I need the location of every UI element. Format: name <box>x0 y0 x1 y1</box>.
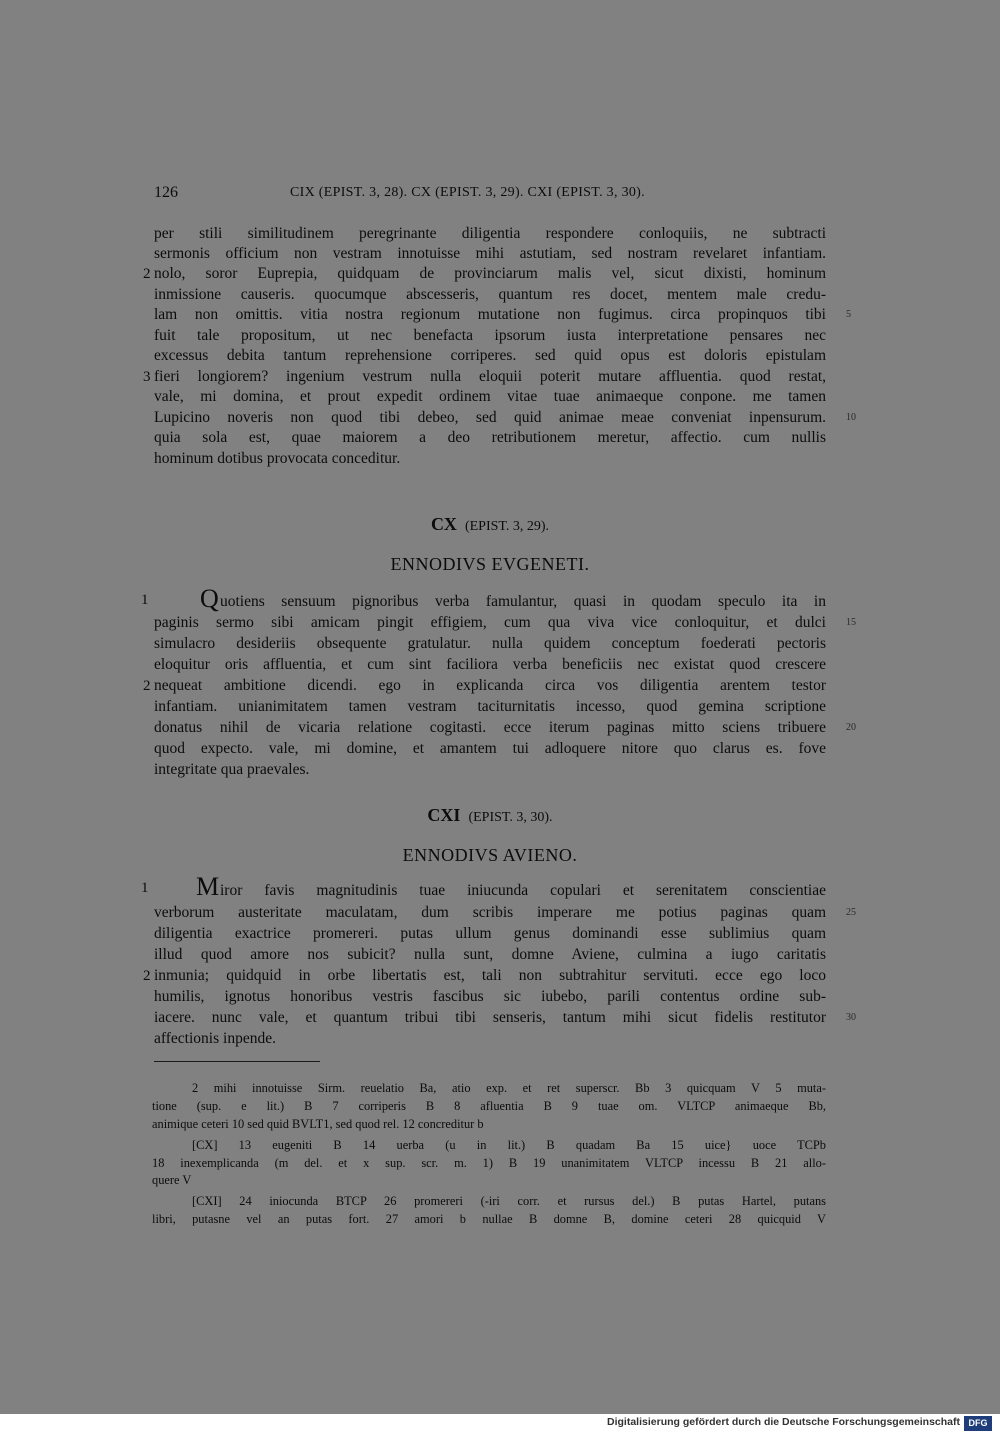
line-number: 20 <box>846 722 856 733</box>
footnote-line: animique ceteri 10 sed quid BVLT1, sed quod rel. 12 concreditur b <box>152 1117 484 1131</box>
footnote-line: [CX] 13 eugeniti B 14 uerba (u in lit.) B quadam Ba 15 uice} uoce TCPb <box>192 1138 826 1152</box>
footnote-line: 2 mihi innotuisse Sirm. reuelatio Ba, atio exp. et ret superscr. Bb 3 quicquam V 5 muta- <box>192 1081 826 1095</box>
line-number: 25 <box>846 907 856 918</box>
line-number: 10 <box>846 412 856 423</box>
section-number: 2 <box>143 968 151 984</box>
text-line: inmissione causeris. quocumque abscesseris, quantum res docet, mentem male credu- <box>154 286 826 303</box>
footnote-line: tione (sup. e lit.) B 7 corriperis B 8 afluentia B 9 tuae om. VLTCP animaeque Bb, <box>152 1099 826 1113</box>
text-line: excessus debita tantum reprehensione corriperes. sed quid opus est doloris epistulam <box>154 347 826 364</box>
text-line: uotiens sensuum pignoribus verba famulantur, quasi in quodam speculo ita in <box>220 593 826 610</box>
text-line: quod expecto. vale, mi domine, et amantem tui adloquere nitore quo clarus es. fove <box>154 740 826 757</box>
footnote-line: 18 inexemplicanda (m del. et x sup. scr. m. 1) B 19 unanimitatem VLTCP incessu B 21 allo- <box>152 1156 826 1170</box>
text-line: diligentia exactrice promereri. putas ullum genus dominandi esse sublimius quam <box>154 925 826 942</box>
text-line: paginis sermo sibi amicam pingit effigiem, cum qua viva vice conloquitur, et dulci <box>154 614 826 631</box>
line-number: 30 <box>846 1012 856 1023</box>
text-line: eloquitur oris affluentia, et cum sint faciliora verba beneficiis nec existat quod crescere <box>154 656 826 673</box>
footnote-line: [CXI] 24 iniocunda BTCP 26 promereri (-iri corr. et rursus del.) B putas Hartel, putans <box>192 1194 826 1208</box>
initial-letter: M <box>196 872 220 901</box>
text-line: vale, mi domina, et prout expedit ordinem vitae tuae animaeque conpone. me tamen <box>154 388 826 405</box>
letter-number: CXI <box>427 805 461 825</box>
text-line: illud quod amore nos subicit? nulla sunt, domne Aviene, culmina a iugo caritatis <box>154 946 826 963</box>
letter-reference: (EPIST. 3, 30). <box>468 810 553 825</box>
line-number: 15 <box>846 617 856 628</box>
letter-reference: (EPIST. 3, 29). <box>464 519 550 534</box>
text-line: quia sola est, quae maiorem a deo retributionem meretur, affectio. cum nullis <box>154 429 826 446</box>
text-line: lam non omittis. vitia nostra regionum mutatione non fugimus. circa propinquos tibi <box>154 306 826 323</box>
text-line: nequeat ambitione dicendi. ego in explicanda circa vos diligentia arentem testor <box>154 677 826 694</box>
letter-heading <box>154 805 826 826</box>
section-number: 2 <box>143 266 151 282</box>
text-line: per stili similitudinem peregrinante diligentia respondere conloquiis, ne subtracti <box>154 225 826 242</box>
text-line: affectionis inpende. <box>154 1030 276 1047</box>
initial-letter: Q <box>200 584 219 613</box>
section-number: 1 <box>141 880 149 896</box>
footnote-rule <box>154 1061 320 1062</box>
text-line: hominum dotibus provocata conceditur. <box>154 450 401 467</box>
footer-credit: Digitalisierung gefördert durch die Deutsche Forschungsgemeinschaft <box>607 1416 960 1428</box>
text-line: iacere. nunc vale, et quantum tribui tibi senseris, tantum mihi sicut fidelis restitutor <box>154 1009 826 1026</box>
running-title: CIX (EPIST. 3, 28). CX (EPIST. 3, 29). CXI (EPIST. 3, 30). <box>290 185 645 200</box>
footnote-line: libri, putasne vel an putas fort. 27 amori b nullae B domne B, domine ceteri 28 quicquid V <box>152 1212 826 1226</box>
letter-heading <box>154 514 826 535</box>
text-line: humilis, ignotus honoribus vestris fascibus sic iubebo, parili contentus ordine sub- <box>154 988 826 1005</box>
section-number: 1 <box>141 592 149 608</box>
text-line: integritate qua praevales. <box>154 761 310 778</box>
section-number: 2 <box>143 678 151 694</box>
text-line: inmunia; quidquid in orbe libertatis est, tali non subtrahitur servituti. ecce ego loco <box>154 967 826 984</box>
digitization-footer <box>0 1414 1000 1434</box>
line-number: 5 <box>846 309 851 320</box>
text-line: iror favis magnitudinis tuae iniucunda copulari et serenitatem conscientiae <box>220 882 826 899</box>
text-line: nolo, soror Euprepia, quidquam de provinciarum malis vel, sicut dixisti, hominum <box>154 265 826 282</box>
text-line: infantiam. unianimitatem tamen vestram taciturnitatis incesso, quod gemina scriptione <box>154 698 826 715</box>
text-line: fieri longiorem? ingenium vestrum nulla eloquii poterit mutare affluentia. quod restat, <box>154 368 826 385</box>
letter-number: CX <box>430 514 457 534</box>
text-line: donatus nihil de vicaria relatione cogitasti. ecce iterum paginas mitto sciens tribuere <box>154 719 826 736</box>
text-line: Lupicino noveris non quod tibi debeo, sed quid animae meae conveniat inpensurum. <box>154 409 826 426</box>
text-line: fuit tale propositum, ut nec benefacta ipsorum iusta interpretatione pensares nec <box>154 327 826 344</box>
dfg-logo: DFG <box>964 1416 992 1431</box>
footnote-line: quere V <box>152 1173 192 1187</box>
page-number: 126 <box>154 184 178 201</box>
letter-title: ENNODIVS AVIENO. <box>402 845 578 865</box>
text-line: verborum austeritate maculatam, dum scribis imperare me potius paginas quam <box>154 904 826 921</box>
section-number: 3 <box>143 369 151 385</box>
text-line: simulacro desideriis obsequente gratulatur. nulla quidem conceptum foederati pectoris <box>154 635 826 652</box>
text-line: sermonis officium non vestram innotuisse mihi astutiam, sed nostram revelaret infantiam. <box>154 245 826 262</box>
letter-title: ENNODIVS EVGENETI. <box>390 554 590 574</box>
